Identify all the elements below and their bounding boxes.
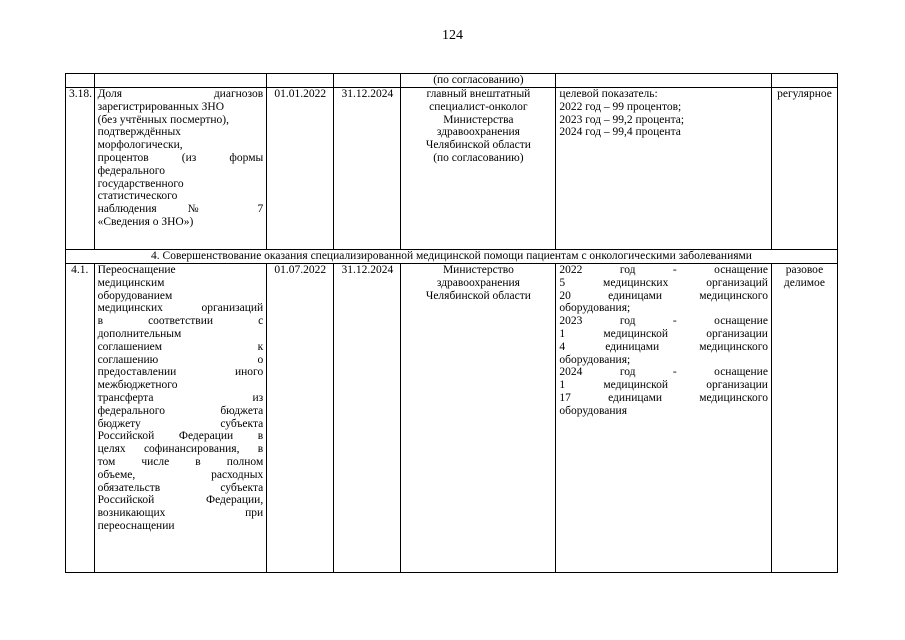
target-indicator	[556, 88, 772, 250]
activity-type: регулярное	[771, 88, 837, 250]
name-line: трансферта из	[97, 391, 264, 404]
type-line: разовое	[785, 264, 824, 276]
table-row-3-18	[66, 88, 838, 250]
row-number: 4.1.	[66, 264, 95, 573]
target-line: 2023 год – 99,2 процента;	[559, 113, 685, 126]
target-line: 5 медицинских организаций	[559, 276, 768, 289]
date-start: 01.01.2022	[267, 88, 334, 250]
activity-name	[94, 264, 267, 573]
cell-type	[771, 74, 837, 88]
name-line: предоставлении иного	[97, 366, 264, 379]
date-end: 31.12.2024	[334, 264, 401, 573]
section-row-4	[66, 250, 838, 264]
name-line: Переоснащение	[97, 264, 176, 276]
name-line: федерального	[97, 164, 165, 177]
target-line: целевой показатель:	[559, 88, 658, 100]
name-line: возникающих при	[97, 507, 264, 520]
table-row-continuation	[66, 74, 838, 88]
name-line: том числе в полном	[97, 455, 264, 468]
name-line: наблюдения № 7	[97, 203, 264, 216]
section-title: 4. Совершенствование оказания специализированной медицинской помощи пациентам с онкологическими заболеваниями	[66, 250, 838, 264]
cell-target	[556, 74, 772, 88]
name-line: соглашением к	[97, 340, 264, 353]
responsible-line: главный внештатный	[426, 88, 531, 100]
name-line: соглашению о	[97, 353, 264, 366]
responsible-line: здравоохранения	[436, 276, 520, 289]
cell-name	[94, 74, 267, 88]
target-line: 2022 год - оснащение	[559, 264, 768, 276]
activity-name	[94, 88, 267, 250]
name-line: межбюджетного	[97, 379, 178, 392]
target-indicator	[556, 264, 772, 573]
table-row-4-1	[66, 264, 838, 573]
target-line: 1 медицинской организации	[559, 379, 768, 392]
target-line: оборудования;	[559, 353, 631, 366]
name-line: в соответствии с	[97, 315, 264, 328]
target-line: 2024 год - оснащение	[559, 366, 768, 379]
name-line: «Сведения о ЗНО»)	[97, 215, 194, 228]
name-line: подтверждённых	[97, 126, 181, 139]
cell-date-start	[267, 74, 334, 88]
target-line: 1 медицинской организации	[559, 327, 768, 340]
responsible-line: Министерство	[442, 264, 514, 276]
name-line: дополнительным	[97, 327, 182, 340]
date-start: 01.07.2022	[267, 264, 334, 573]
responsible	[401, 88, 556, 250]
target-line: оборудования;	[559, 302, 631, 315]
name-line: бюджету субъекта	[97, 417, 264, 430]
name-line: переоснащении	[97, 519, 175, 532]
target-line: 2024 год – 99,4 процента	[559, 126, 681, 139]
cell-responsible: (по согласованию)	[401, 74, 556, 88]
responsible	[401, 264, 556, 573]
plan-table	[65, 73, 838, 573]
name-line: оборудованием	[97, 289, 173, 302]
type-line: делимое	[783, 276, 826, 289]
target-line: 2023 год - оснащение	[559, 315, 768, 328]
name-line: Российской Федерации в	[97, 430, 264, 443]
name-line: целях софинансирования, в	[97, 443, 264, 456]
name-line: Российской Федерации,	[97, 494, 264, 507]
name-line: морфологически,	[97, 139, 183, 152]
target-line: 17 единицами медицинского	[559, 391, 768, 404]
cell-num	[66, 74, 95, 88]
target-line: 20 единицами медицинского	[559, 289, 768, 302]
name-line: обязательств субъекта	[97, 481, 264, 494]
responsible-line: Министерства	[443, 113, 514, 126]
name-line: объеме, расходных	[97, 468, 264, 481]
name-line: процентов (из формы	[97, 151, 264, 164]
name-line: федерального бюджета	[97, 404, 264, 417]
name-line: государственного	[97, 177, 184, 190]
name-line: статистического	[97, 190, 178, 203]
name-line: Доля диагнозов	[97, 88, 264, 100]
cell-date-end	[334, 74, 401, 88]
target-line: 2022 год – 99 процентов;	[559, 100, 682, 113]
name-line: медицинских организаций	[97, 302, 264, 315]
target-line: 4 единицами медицинского	[559, 340, 768, 353]
target-line: оборудования	[559, 404, 627, 417]
responsible-line: Челябинской области	[425, 289, 531, 302]
row-number: 3.18.	[66, 88, 95, 250]
responsible-line: (по согласованию)	[433, 151, 524, 164]
name-line: медицинским	[97, 276, 165, 289]
name-line: (без учтённых посмертно),	[97, 113, 230, 126]
responsible-line: здравоохранения	[436, 126, 520, 139]
date-end: 31.12.2024	[334, 88, 401, 250]
name-line: зарегистрированных ЗНО	[97, 100, 225, 113]
activity-type	[771, 264, 837, 573]
page-number: 124	[442, 28, 463, 43]
responsible-line: специалист-онколог	[429, 100, 528, 113]
responsible-line: Челябинской области	[425, 139, 531, 152]
